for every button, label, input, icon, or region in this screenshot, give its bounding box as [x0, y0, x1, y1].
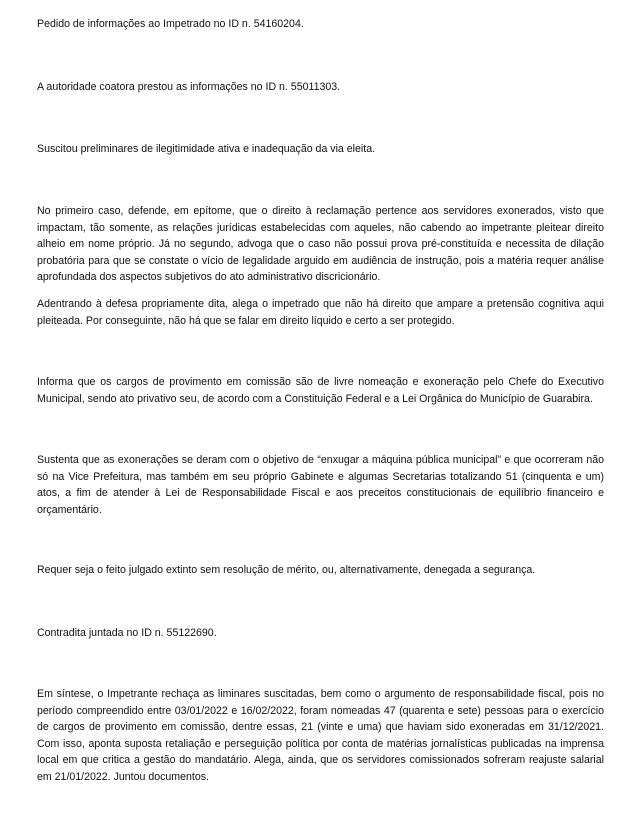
paragraph-request-information: Pedido de informações ao Impetrado no ID n. 54160204. [37, 18, 304, 30]
paragraph-first-case: No primeiro caso, defende, em epítome, que o direito à reclamação pertence aos servidores exonerados, visto que impactam, tão somente, as relações jurídicas estabelecidas com aqueles, não cabendo ao impetrante pleitear direito alheio em nome próprio. Já no segundo, advoga que o caso não possui prova pré-constituída e necessita de dilação probatória para que se constate o vício de legalidade arguido em audiência de instrução, pois a matéria requer análise aprofundada dos aspectos subjetivos do ato administrativo discricionário. [37, 205, 604, 284]
paragraph-preliminaries: Suscitou preliminares de ilegitimidade ativa e inadequação da via eleita. [37, 143, 376, 155]
paragraph-contradicta: Contradita juntada no ID n. 55122690. [37, 627, 217, 639]
paragraph-commission-positions: Informa que os cargos de provimento em comissão são de livre nomeação e exoneração pelo Chefe do Executivo Municipal, sendo ato privativo seu, de acordo com a Constituição Federal e a Lei Orgânica do Município de Guarabira. [37, 376, 604, 405]
paragraph-summary: Em síntese, o Impetrante rechaça as liminares suscitadas, bem como o argumento de responsabilidade fiscal, pois no período compreendido entre 03/01/2022 e 16/02/2022, foram nomeadas 47 (quarenta e sete) pessoas para o exercício de cargos de provimento em comissão, dentre essas, 21 (vinte e uma) que haviam sido exoneradas em 31/12/2021. Com isso, aponta suposta retaliação e perseguição política por conta de matérias jornalísticas publicadas na imprensa local em que critica a gestão do mandatário. Alega, ainda, que os servidores comissionados sofreram reajuste salarial em 21/01/2022. Juntou documentos. [37, 688, 604, 783]
paragraph-defense: Adentrando à defesa propriamente dita, alega o impetrado que não há direito que ampare a pretensão cognitiva aqui pleiteada. Por conseguinte, não há que se falar em direito líquido e certo a ser protegido. [37, 298, 604, 327]
paragraph-authority-information: A autoridade coatora prestou as informações no ID n. 55011303. [37, 81, 341, 93]
paragraph-exonerations: Sustenta que as exonerações se deram com o objetivo de “enxugar a máquina pública municipal” e que ocorreram não só na Vice Prefeitura, mas também em seu próprio Gabinete e algumas Secretarias totalizando 51 (cinquenta e um) atos, a fim de atender à Lei de Responsabilidade Fiscal e aos preceitos constitucionais de equilíbrio financeiro e orçamentário. [37, 454, 604, 516]
paragraph-request: Requer seja o feito julgado extinto sem resolução de mérito, ou, alternativamente, denegada a segurança. [37, 564, 536, 576]
